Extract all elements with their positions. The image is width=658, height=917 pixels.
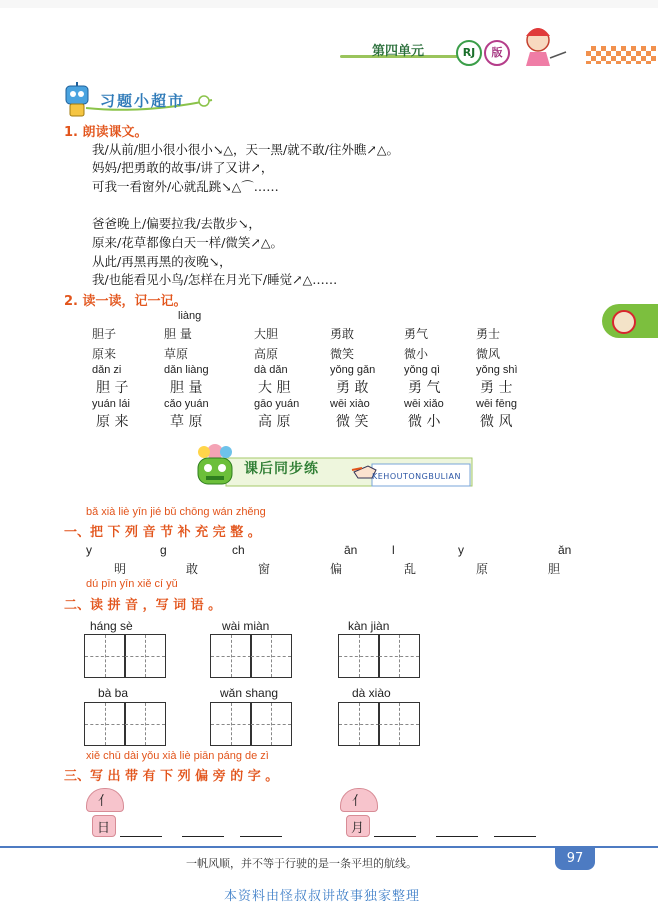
q1-line-1: 我/从前/胆小很小很小↘△，天一黑/就不敢/往外瞧↗△。 [92, 142, 400, 157]
q2-r2-c4: 微笑 [330, 347, 355, 361]
writing-grid-5b[interactable] [250, 702, 292, 746]
q2-p4-c5: wēi xiǎo [404, 398, 444, 410]
q2-r2-c5: 微小 [404, 347, 429, 361]
q2-r1-c1: 胆子 [92, 327, 117, 341]
answer-blank-5[interactable] [436, 836, 478, 837]
hw1-pinyin: bǎ xià liè yīn jié bǔ chōng wán zhěng [86, 506, 266, 518]
hw1-letter-7: ǎn [558, 543, 572, 557]
q1-line-3: 可我一看窗外/心就乱跳↘△⌒…… [92, 179, 279, 194]
q2-r4-c5: 微 小 [408, 414, 441, 430]
hw1-char-5: 乱 [404, 562, 417, 576]
char-right: 月 [351, 821, 365, 836]
q2-r4-c6: 微 风 [480, 414, 513, 430]
footer-motto: 一帆风顺，并不等于行驶的是一条平坦的航线。 [186, 857, 417, 870]
writing-grid-6b[interactable] [378, 702, 420, 746]
hw1-char-7: 胆 [548, 562, 561, 576]
hw3-heading: 三、写 出 带 有 下 列 偏 旁 的 字 。 [64, 769, 279, 784]
q1-line-7: 我/也能看见小鸟/怎样在月光下/睡觉↗△…… [92, 272, 338, 287]
hw2-pinyin: dú pīn yīn xiě cí yǔ [86, 578, 178, 590]
homework-section-subtitle: KEHOUTONGBULIAN [372, 472, 461, 481]
watermark-text: 本资料由怪叔叔讲故事独家整理 [224, 889, 421, 904]
cartoon-girl-icon [508, 22, 568, 70]
top-band [0, 0, 658, 8]
hw2-word-2: wài miàn [222, 619, 270, 633]
q1-line-4: 爸爸晚上/偏要拉我/去散步↘， [92, 216, 261, 231]
writing-grid-4b[interactable] [124, 702, 166, 746]
q2-r2-c1: 原来 [92, 347, 117, 361]
writing-grid-1a[interactable] [84, 634, 126, 678]
robot-mascot-icon [60, 80, 94, 118]
q2-p3-c5: yǒng qì [404, 364, 441, 376]
edition-rj-badge: RJ [456, 40, 482, 66]
q2-r2-c2: 草原 [164, 347, 189, 361]
writing-grid-2b[interactable] [250, 634, 292, 678]
hw1-letter-4: ān [344, 543, 358, 557]
hw3-pinyin: xiě chū dài yǒu xià liè piān páng de zì [86, 750, 269, 762]
q2-r1-c6: 勇士 [476, 327, 501, 341]
q2-r1-c5: 勇气 [404, 327, 429, 341]
q2-p4-c6: wēi fēng [476, 398, 517, 410]
unit-label: 第四单元 [372, 44, 425, 59]
hw2-word-3: kàn jiàn [348, 619, 390, 633]
writing-grid-3a[interactable] [338, 634, 380, 678]
homework-section-title: 课后同步练 [244, 461, 319, 477]
radical-right: 亻 [352, 794, 366, 809]
hw1-char-2: 敢 [186, 562, 199, 576]
hw1-char-4: 偏 [330, 562, 343, 576]
q2-r3-c4: 勇 敢 [336, 380, 369, 396]
hw1-heading: 一、把 下 列 音 节 补 充 完 整 。 [64, 525, 261, 540]
hw1-letter-3: ch [232, 543, 245, 557]
hw1-letter-2: g [160, 543, 167, 557]
q2-p3-c1: dǎn zi [92, 364, 122, 376]
hw1-char-1: 明 [114, 562, 127, 576]
hw2-heading: 二、读 拼 音 ，写 词 语 。 [64, 598, 222, 613]
q2-r4-c1: 原 来 [96, 414, 129, 430]
hw1-letter-6: y [458, 543, 464, 557]
radical-left: 亻 [98, 794, 112, 809]
q2-heading: 2. 读一读，记一记。 [64, 294, 187, 309]
answer-blank-3[interactable] [240, 836, 282, 837]
q2-r1-c3: 大胆 [254, 327, 279, 341]
hw1-char-3: 窗 [258, 562, 271, 576]
q2-p3-c3: dà dǎn [254, 364, 288, 376]
writing-grid-1b[interactable] [124, 634, 166, 678]
q2-p4-c4: wēi xiào [330, 398, 370, 410]
answer-blank-6[interactable] [494, 836, 536, 837]
q2-r4-c2: 草 原 [170, 414, 203, 430]
q2-p4-c1: yuán lái [92, 398, 130, 410]
hw1-letter-5: l [392, 543, 395, 557]
edition-ban-badge: 版 [484, 40, 510, 66]
writing-grid-2a[interactable] [210, 634, 252, 678]
green-monster-mascot-icon [190, 440, 240, 492]
writing-grid-3b[interactable] [378, 634, 420, 678]
hw2-word-4: bà ba [98, 686, 129, 700]
page-number: 97 [555, 848, 595, 870]
q1-line-6: 从此/再黑再黑的夜晚↘， [92, 254, 232, 269]
q2-r3-c5: 勇 气 [408, 380, 441, 396]
q2-r4-c3: 高 原 [258, 414, 291, 430]
writing-grid-5a[interactable] [210, 702, 252, 746]
hw1-letter-1: y [86, 543, 92, 557]
hw1-char-6: 原 [476, 562, 489, 576]
char-left: 日 [97, 821, 111, 836]
hw2-word-5: wǎn shang [220, 686, 279, 700]
q2-p4-c3: gāo yuán [254, 398, 300, 410]
header-checker-pattern [586, 46, 656, 64]
q2-top-pinyin: liàng [178, 310, 202, 322]
q1-line-5: 原来/花草都像白天一样/微笑↗△。 [92, 235, 284, 250]
q2-r3-c3: 大 胆 [258, 380, 291, 396]
q2-r4-c4: 微 笑 [336, 414, 369, 430]
q2-r1-c2: 胆 量 [164, 327, 192, 341]
answer-blank-4[interactable] [374, 836, 416, 837]
q2-p3-c6: yǒng shì [476, 364, 518, 376]
q2-r1-c4: 勇敢 [330, 327, 355, 341]
q1-heading: 1. 朗读课文。 [64, 125, 148, 140]
fox-face-icon [612, 310, 636, 334]
q1-line-2: 妈妈/把勇敢的故事/讲了又讲↗， [92, 160, 274, 175]
q2-p3-c2: dǎn liàng [164, 364, 209, 376]
q2-r2-c3: 高原 [254, 347, 279, 361]
answer-blank-2[interactable] [182, 836, 224, 837]
writing-grid-6a[interactable] [338, 702, 380, 746]
q2-r3-c6: 勇 士 [480, 380, 513, 396]
hw2-word-1: háng sè [90, 619, 133, 633]
writing-grid-4a[interactable] [84, 702, 126, 746]
hw2-word-6: dà xiào [352, 686, 391, 700]
q2-r2-c6: 微风 [476, 347, 501, 361]
practice-section-title: 习题小超市 [100, 92, 186, 110]
answer-blank-1[interactable] [120, 836, 162, 837]
q2-r3-c1: 胆 子 [96, 380, 129, 396]
q2-r3-c2: 胆 量 [170, 380, 203, 396]
q2-p3-c4: yǒng gǎn [330, 364, 376, 376]
pointing-hand-icon [350, 456, 380, 486]
q2-p4-c2: cǎo yuán [164, 398, 209, 410]
